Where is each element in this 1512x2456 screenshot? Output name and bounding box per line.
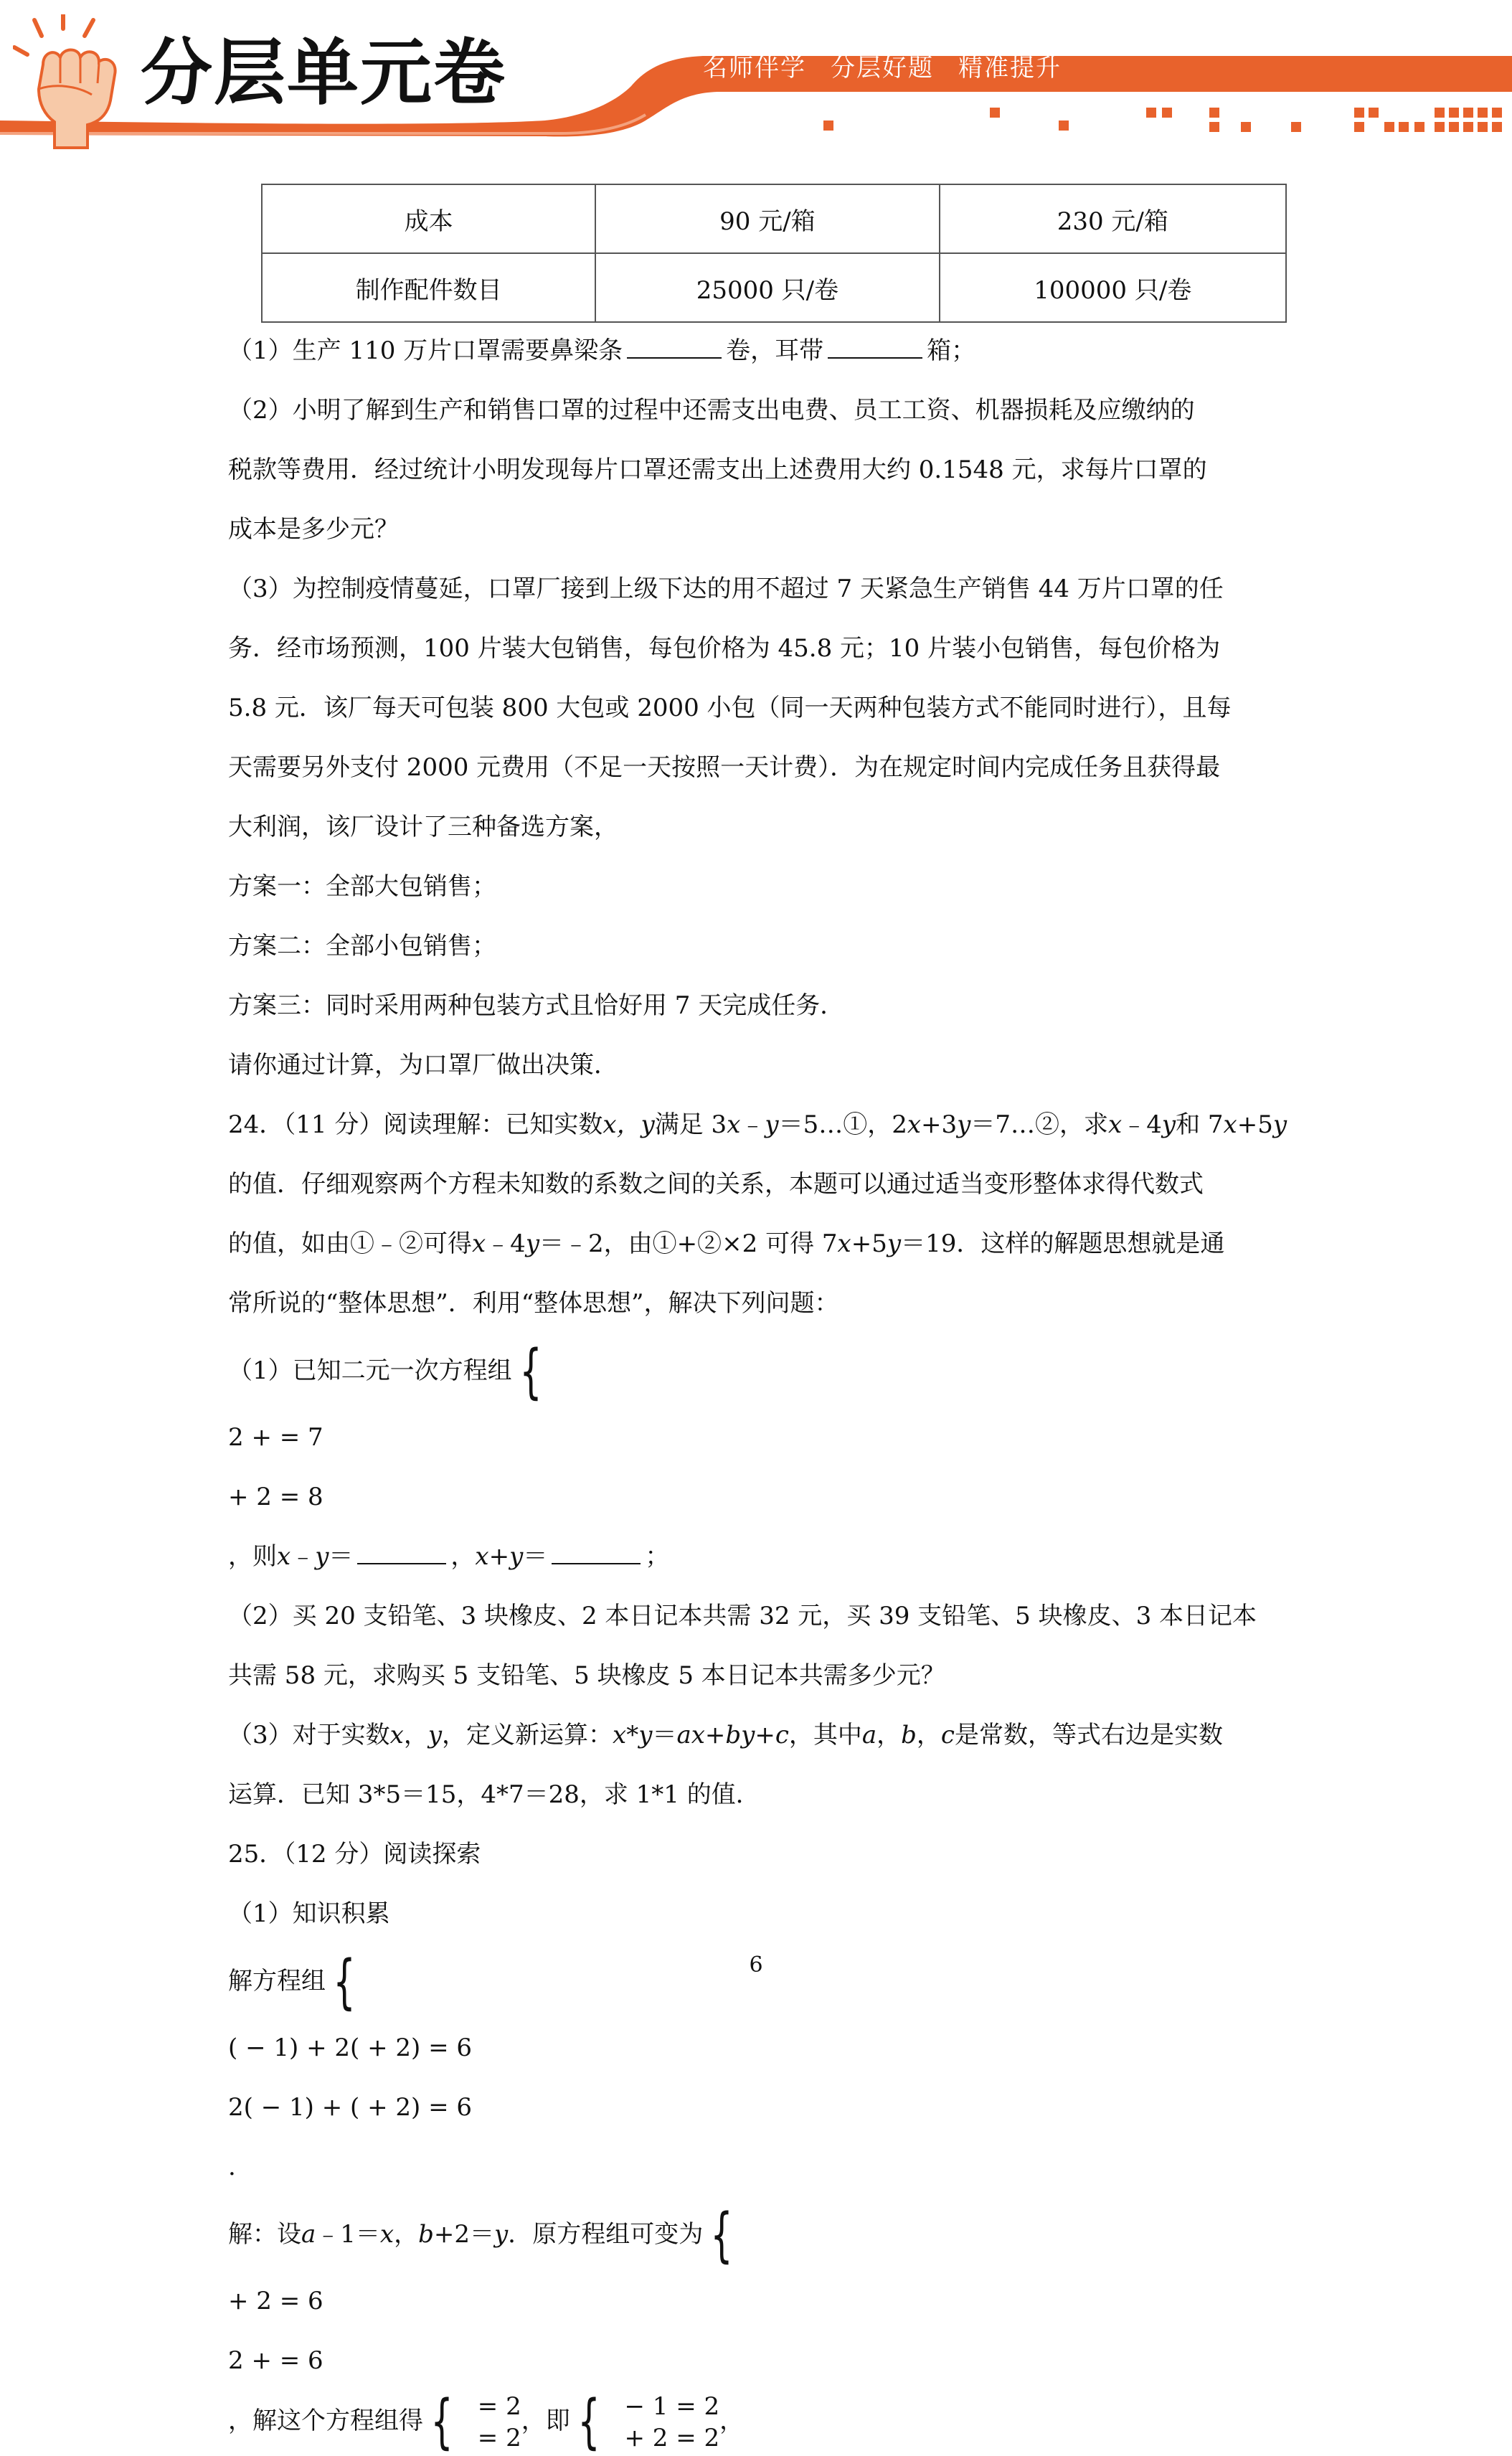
var-text: x <box>907 1110 922 1139</box>
q23-part1-text-c: 箱； <box>927 336 976 365</box>
var-text: a <box>861 1721 877 1749</box>
text-span: ﹣4 <box>486 1229 526 1258</box>
var-text: b <box>901 1721 917 1749</box>
text-span: ﹣ <box>290 1542 316 1571</box>
var-text: y <box>427 1721 443 1749</box>
header-slogan <box>703 56 1086 80</box>
text-span: ﹣ <box>740 1110 765 1139</box>
text-span: ＝ <box>652 1721 677 1749</box>
answer-blank[interactable] <box>552 1541 641 1564</box>
equation-system <box>512 1338 551 1406</box>
var-text: y <box>887 1229 902 1258</box>
var-text: c <box>940 1721 955 1749</box>
equation-row: = 2 <box>462 2392 521 2421</box>
table-cell: 成本 <box>262 184 595 253</box>
table-cell: 100000 只/卷 <box>940 253 1286 322</box>
text-span: 和 7 <box>1176 1110 1224 1139</box>
var-text: x <box>389 1721 404 1749</box>
text-span: . <box>228 2153 236 2181</box>
text-span: +5 <box>851 1229 887 1258</box>
var-text: x <box>727 1110 741 1139</box>
text-span: ＝ <box>523 1542 548 1571</box>
brace-icon: { <box>710 2201 733 2270</box>
slogan-1: 名师伴学 <box>703 54 806 82</box>
table-cell: 230 元/箱 <box>940 184 1286 253</box>
text-span: ，其中 <box>788 1721 862 1749</box>
answer-blank[interactable] <box>357 1541 446 1564</box>
q24-part1 <box>228 1333 1285 1408</box>
plan-2: 方案二：全部小包销售； <box>228 932 496 960</box>
text-span: ＝﹣2，由①+②×2 可得 7 <box>539 1229 838 1258</box>
text-span: +3 <box>921 1110 958 1139</box>
table-row <box>262 253 1286 322</box>
q24-part3 <box>228 1706 1285 1765</box>
var-text: x <box>837 1229 851 1258</box>
plan-1: 方案一：全部大包销售； <box>228 872 496 901</box>
var-text: y <box>494 2220 509 2249</box>
fist-icon <box>13 14 135 151</box>
text-span: +2＝ <box>433 2220 494 2249</box>
text-line: 请你通过计算，为口罩厂做出决策． <box>228 1051 618 1080</box>
var-text: x*y <box>613 1721 653 1749</box>
var-text: ax+by+c <box>676 1721 789 1749</box>
var-text: y <box>765 1110 779 1139</box>
brace-icon: { <box>333 1948 356 2016</box>
text-span: ， <box>719 2407 745 2435</box>
text-span: 满足 3 <box>654 1110 727 1139</box>
equation-row: + 2 = 6 <box>228 2287 323 2315</box>
text-span: 解方程组 <box>228 1967 326 1996</box>
q23-part1 <box>228 321 1285 381</box>
text-span: （1）已知二元一次方程组 <box>228 1356 512 1385</box>
text-span: 是常数，等式右边是实数 <box>954 1721 1223 1749</box>
text-span: ＝19．这样的解题思想就是通 <box>901 1229 1225 1258</box>
table-cell: 90 元/箱 <box>595 184 939 253</box>
text-span: ，则 <box>228 1542 277 1571</box>
var-text: x <box>277 1542 291 1571</box>
text-span: ， <box>877 1721 902 1749</box>
brace-icon: { <box>577 2388 600 2456</box>
var-text: x <box>475 1542 489 1571</box>
equation-row: 2 + = 6 <box>228 2346 323 2375</box>
equation-row: + 2 = 2 <box>608 2424 720 2452</box>
text-span: ＝5…①，2 <box>778 1110 907 1139</box>
text-span: ，解这个方程组得 <box>228 2407 423 2435</box>
var-text: y <box>957 1110 971 1139</box>
text-span: ， <box>403 1721 428 1749</box>
text-span: ．原方程组可变为 <box>508 2220 704 2249</box>
cost-table <box>261 184 1287 323</box>
slogan-3: 精准提升 <box>958 54 1062 82</box>
text-span: ， <box>916 1721 941 1749</box>
var-text: y <box>1272 1110 1287 1139</box>
slogan-2: 分层好题 <box>831 54 934 82</box>
var-text: a <box>301 2220 316 2249</box>
text-span: ， <box>394 2220 419 2249</box>
q23-part1-text: （1）生产 110 万片口罩需要鼻梁条 <box>228 336 623 365</box>
equation-row: 2 + = 7 <box>228 1423 323 1452</box>
var-text: x <box>379 2220 394 2249</box>
text-span: ﹣1＝ <box>316 2220 380 2249</box>
q24-line-1 <box>228 1095 1285 1155</box>
text-line: 共需 58 元，求购买 5 支铅笔、5 块橡皮 5 本日记本共需多少元？ <box>228 1661 945 1690</box>
var-text: y <box>525 1229 540 1258</box>
var-text: x <box>472 1229 486 1258</box>
text-span: ＝ <box>329 1542 354 1571</box>
q24-line-3 <box>228 1214 1285 1274</box>
text-line: 的值．仔细观察两个方程未知数的系数之间的关系，本题可以通过适当变形整体求得代数式 <box>228 1170 1204 1199</box>
q25-sub1: （1）知识积累 <box>228 1899 390 1928</box>
text-span: ﹣4 <box>1122 1110 1162 1139</box>
answer-blank[interactable] <box>627 336 722 359</box>
text-line: 务．经市场预测，100 片装大包销售，每包价格为 45.8 元；10 片装小包销售，每包价格为 <box>228 634 1221 663</box>
equation-row: − 1 = 2 <box>608 2392 720 2421</box>
equation-row: ( − 1) + 2( + 2) = 6 <box>228 2034 472 2062</box>
text-line: 大利润，该厂设计了三种备选方案， <box>228 813 618 841</box>
text-span: + <box>488 1542 510 1571</box>
page-number: 6 <box>749 1952 763 1978</box>
text-line: 税款等费用．经过统计小明发现每片口罩还需支出上述费用大约 0.1548 元，求每片口罩的 <box>228 455 1207 484</box>
text-line: 常所说的“整体思想”．利用“整体思想”，解决下列问题： <box>228 1289 839 1318</box>
equation-system <box>570 2388 720 2456</box>
equation-row: 2( − 1) + ( + 2) = 6 <box>228 2093 472 2122</box>
plan-3: 方案三：同时采用两种包装方式且恰好用 7 天完成任务． <box>228 991 845 1020</box>
q23-part1-text-b: 卷，耳带 <box>726 336 824 365</box>
var-text: y <box>509 1542 524 1571</box>
text-span: ，定义新运算： <box>442 1721 613 1749</box>
text-line: 运算．已知 3*5＝15，4*7＝28，求 1*1 的值． <box>228 1780 760 1809</box>
text-span: （3）对于实数 <box>228 1721 390 1749</box>
var-text: x <box>1223 1110 1237 1139</box>
text-line: 5.8 元．该厂每天可包装 800 大包或 2000 小包（同一天两种包装方式不能同时进行），且每 <box>228 694 1232 722</box>
answer-blank[interactable] <box>828 336 922 359</box>
var-text: b <box>418 2220 434 2249</box>
text-line: 天需要另外支付 2000 元费用（不足一天按照一天计费）．为在规定时间内完成任务且获得最 <box>228 753 1221 782</box>
text-span: 24．（11 分）阅读理解：已知实数 <box>228 1110 603 1139</box>
text-span: +5 <box>1237 1110 1273 1139</box>
text-span: 解：设 <box>228 2220 301 2249</box>
equation-row: = 2 <box>462 2424 521 2452</box>
text-line: （2）买 20 支铅笔、3 块橡皮、2 本日记本共需 32 元，买 39 支铅笔、5 块橡皮、3 本日记本 <box>228 1602 1257 1630</box>
text-line: 成本是多少元？ <box>228 515 399 544</box>
text-line: （3）为控制疫情蔓延，口罩厂接到上级下达的用不超过 7 天紧急生产销售 44 万片口罩的任 <box>228 575 1224 603</box>
table-row <box>262 184 1286 253</box>
q25-title: 25．（12 分）阅读探索 <box>228 1840 481 1869</box>
page-header <box>0 0 1512 143</box>
equation-system <box>423 2388 521 2456</box>
brace-icon: { <box>519 1338 542 1406</box>
equation-system <box>703 2201 742 2270</box>
var-text: x <box>1108 1110 1123 1139</box>
text-span: ＝7…②，求 <box>970 1110 1109 1139</box>
question-body <box>228 321 1285 2454</box>
table-cell: 25000 只/卷 <box>595 253 939 322</box>
var-text: x，y <box>603 1110 655 1139</box>
var-text: y <box>315 1542 329 1571</box>
text-span: 的值，如由①﹣②可得 <box>228 1229 472 1258</box>
text-span: ，即 <box>521 2407 570 2435</box>
brand-title: 分层单元卷 <box>141 31 506 115</box>
text-span: ； <box>645 1542 670 1571</box>
var-text: y <box>1161 1110 1176 1139</box>
brace-icon: { <box>430 2388 453 2456</box>
text-line: （2）小明了解到生产和销售口罩的过程中还需支出电费、员工工资、机器损耗及应缴纳的 <box>228 396 1195 425</box>
equation-row: + 2 = 8 <box>228 1483 323 1511</box>
q25-solution <box>228 2197 1285 2272</box>
text-span: ， <box>450 1542 476 1571</box>
table-cell: 制作配件数目 <box>262 253 595 322</box>
